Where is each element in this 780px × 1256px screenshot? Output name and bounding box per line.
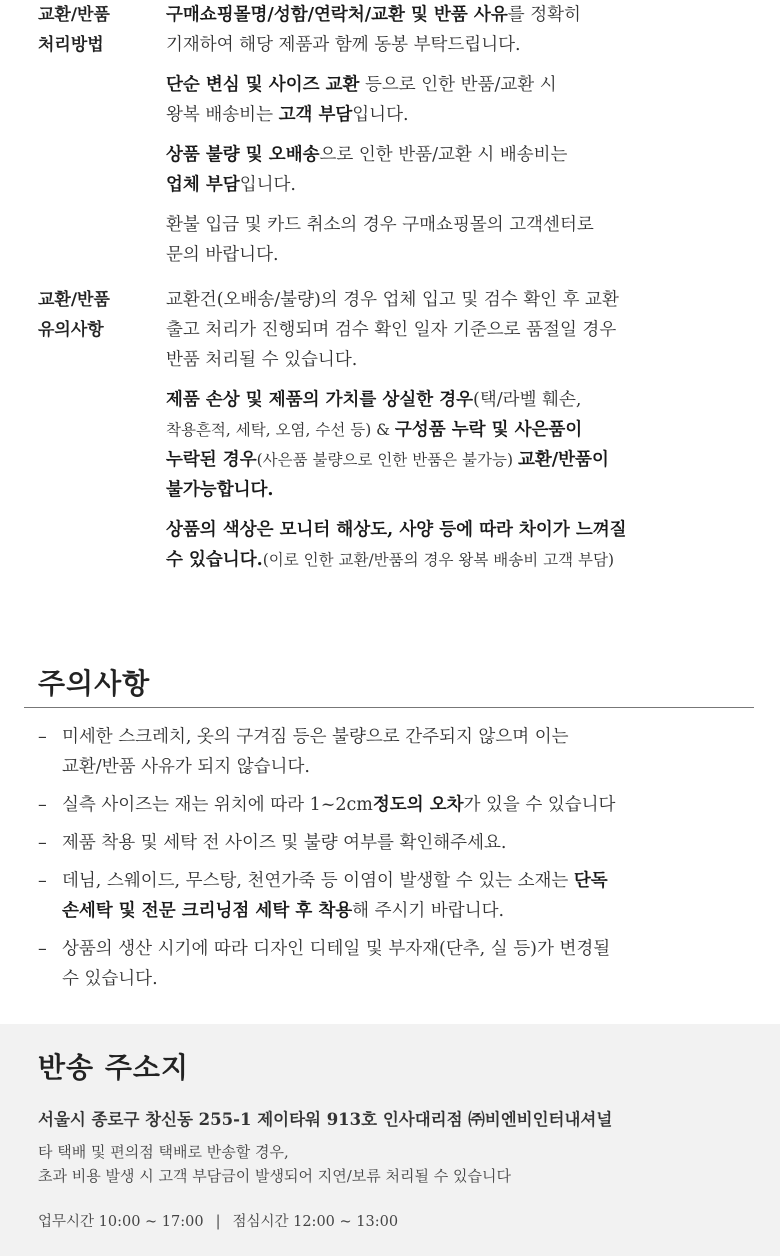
body-text: 출고 처리가 진행되며 검수 확인 일자 기준으로 품절일 경우	[166, 320, 617, 340]
text-line	[166, 100, 736, 130]
text-line	[62, 896, 748, 926]
text-line	[166, 315, 736, 345]
body-text: 왕복 배송비는	[166, 105, 279, 125]
emphasis-text: 고객 부담	[278, 105, 353, 125]
body-text: 입니다.	[239, 175, 296, 195]
list-item	[38, 828, 748, 858]
return-note-line: 타 택배 및 편의점 택배로 반송할 경우,	[38, 1143, 289, 1161]
body-text: 등으로 인한 반품/교환 시	[359, 75, 557, 95]
text-line	[166, 30, 736, 60]
divider	[24, 707, 754, 708]
emphasis-text: 수 있습니다.	[166, 550, 263, 570]
list-item	[38, 934, 748, 994]
policy-paragraph	[166, 210, 736, 270]
body-text: 가 있을 수 있습니다	[463, 795, 616, 815]
lunch-hours-text: 점심시간 12:00 ~ 13:00	[232, 1214, 399, 1230]
return-address-text: 서울시 종로구 창신동 255-1 제이타워 913호 인사대리점 ㈜비엔비인터내셔널	[38, 1110, 613, 1129]
body-text: 기재하여 해당 제품과 함께 동봉 부탁드립니다.	[166, 35, 521, 55]
body-text: 으로 인한 반품/교환 시 배송비는	[319, 145, 568, 165]
text-line	[166, 475, 736, 505]
policy-paragraph	[166, 0, 736, 60]
notice-title: 주의사항	[38, 667, 151, 700]
body-text: 입니다.	[352, 105, 409, 125]
emphasis-text: 단순 변심 및 사이즈 교환	[166, 75, 360, 95]
emphasis-text: 업체 부담	[166, 175, 240, 195]
policy-paragraph	[166, 285, 736, 375]
body-text: 실측 사이즈는 재는 위치에 따라 1~2cm	[62, 795, 373, 815]
text-line	[62, 752, 748, 782]
body-text: 교환/반품 사유가 되지 않습니다.	[62, 757, 310, 777]
body-text: 미세한 스크레치, 옷의 구겨짐 등은 불량으로 간주되지 않으며 이는	[62, 727, 569, 747]
dash-bullet-icon: –	[38, 833, 47, 853]
policy-label-line: 교환/반품	[38, 5, 110, 25]
body-text: 환불 입금 및 카드 취소의 경우 구매쇼핑몰의 고객센터로	[166, 215, 594, 235]
policy-paragraph	[166, 385, 736, 505]
dash-bullet-icon: –	[38, 939, 47, 959]
emphasis-text: 정도의 오차	[372, 795, 464, 815]
return-note	[38, 1140, 511, 1188]
emphasis-text: 불가능합니다.	[166, 480, 274, 500]
policy-label-line: 교환/반품	[38, 290, 110, 310]
dash-bullet-icon: –	[38, 727, 47, 747]
body-text: 반품 처리될 수 있습니다.	[166, 350, 358, 370]
text-line	[166, 385, 736, 415]
text-line	[166, 170, 736, 200]
body-text: 해 주시기 바랍니다.	[352, 901, 505, 921]
text-line	[166, 70, 736, 100]
emphasis-text: 구성품 누락 및 사은품이	[394, 420, 583, 440]
text-line	[166, 545, 736, 575]
body-text: 상품의 생산 시기에 따라 디자인 디테일 및 부자재(단추, 실 등)가 변경될	[62, 939, 611, 959]
body-text: 를 정확히	[507, 5, 581, 25]
policy-label-line: 처리방법	[38, 35, 104, 55]
text-line	[166, 515, 736, 545]
policy-body	[166, 285, 736, 585]
emphasis-text: 제품 손상 및 제품의 가치를 상실한 경우	[166, 390, 474, 410]
body-text: 제품 착용 및 세탁 전 사이즈 및 불량 여부를 확인해주세요.	[62, 833, 507, 853]
text-line	[166, 0, 736, 30]
text-line	[166, 415, 736, 445]
emphasis-text: 구매쇼핑몰명/성함/연락처/교환 및 반품 사유	[166, 5, 508, 25]
text-line	[62, 722, 748, 752]
body-text: 교환건(오배송/불량)의 경우 업체 입고 및 검수 확인 후 교환	[166, 290, 619, 310]
body-text: 데님, 스웨이드, 무스탕, 천연가죽 등 이염이 발생할 수 있는 소재는	[62, 871, 574, 891]
body-text: 착용흔적, 세탁, 오염, 수선 등) &	[166, 421, 395, 439]
policy-paragraph	[166, 515, 736, 575]
policy-paragraph	[166, 70, 736, 130]
dash-bullet-icon: –	[38, 795, 47, 815]
business-hours	[38, 1210, 398, 1231]
policy-paragraph	[166, 140, 736, 200]
business-hours-text: 업무시간 10:00 ~ 17:00	[38, 1214, 204, 1230]
text-line	[166, 285, 736, 315]
dash-bullet-icon: –	[38, 871, 47, 891]
policy-label	[38, 0, 158, 60]
body-text: (사은품 불량으로 인한 반품은 불가능)	[256, 451, 518, 469]
body-text: 수 있습니다.	[62, 969, 158, 989]
emphasis-text: 누락된 경우	[166, 450, 257, 470]
emphasis-text: 상품 불량 및 오배송	[166, 145, 320, 165]
list-item	[38, 866, 748, 926]
policy-label	[38, 285, 158, 345]
notice-list	[38, 722, 748, 1002]
text-line	[166, 445, 736, 475]
policy-body	[166, 0, 736, 280]
text-line	[166, 240, 736, 270]
list-item	[38, 790, 748, 820]
text-line	[62, 828, 748, 858]
text-line	[166, 140, 736, 170]
body-text: (이로 인한 교환/반품의 경우 왕복 배송비 고객 부담)	[262, 551, 614, 569]
text-line	[62, 790, 748, 820]
emphasis-text: 손세탁 및 전문 크리닝점 세탁 후 착용	[62, 901, 353, 921]
emphasis-text: 상품의 색상은 모니터 해상도, 사양 등에 따라 차이가 느껴질	[166, 520, 627, 540]
return-note-line: 초과 비용 발생 시 고객 부담금이 발생되어 지연/보류 처리될 수 있습니다	[38, 1167, 511, 1185]
list-item	[38, 722, 748, 782]
policy-label-line: 유의사항	[38, 320, 104, 340]
hours-separator: |	[215, 1214, 221, 1230]
body-text: (택/라벨 훼손,	[473, 390, 582, 410]
emphasis-text: 교환/반품이	[517, 450, 609, 470]
text-line	[62, 866, 748, 896]
text-line	[166, 345, 736, 375]
text-line	[166, 210, 736, 240]
text-line	[62, 964, 748, 994]
emphasis-text: 단독	[573, 871, 608, 891]
return-address-title: 반송 주소지	[38, 1051, 189, 1084]
body-text: 문의 바랍니다.	[166, 245, 279, 265]
text-line	[62, 934, 748, 964]
